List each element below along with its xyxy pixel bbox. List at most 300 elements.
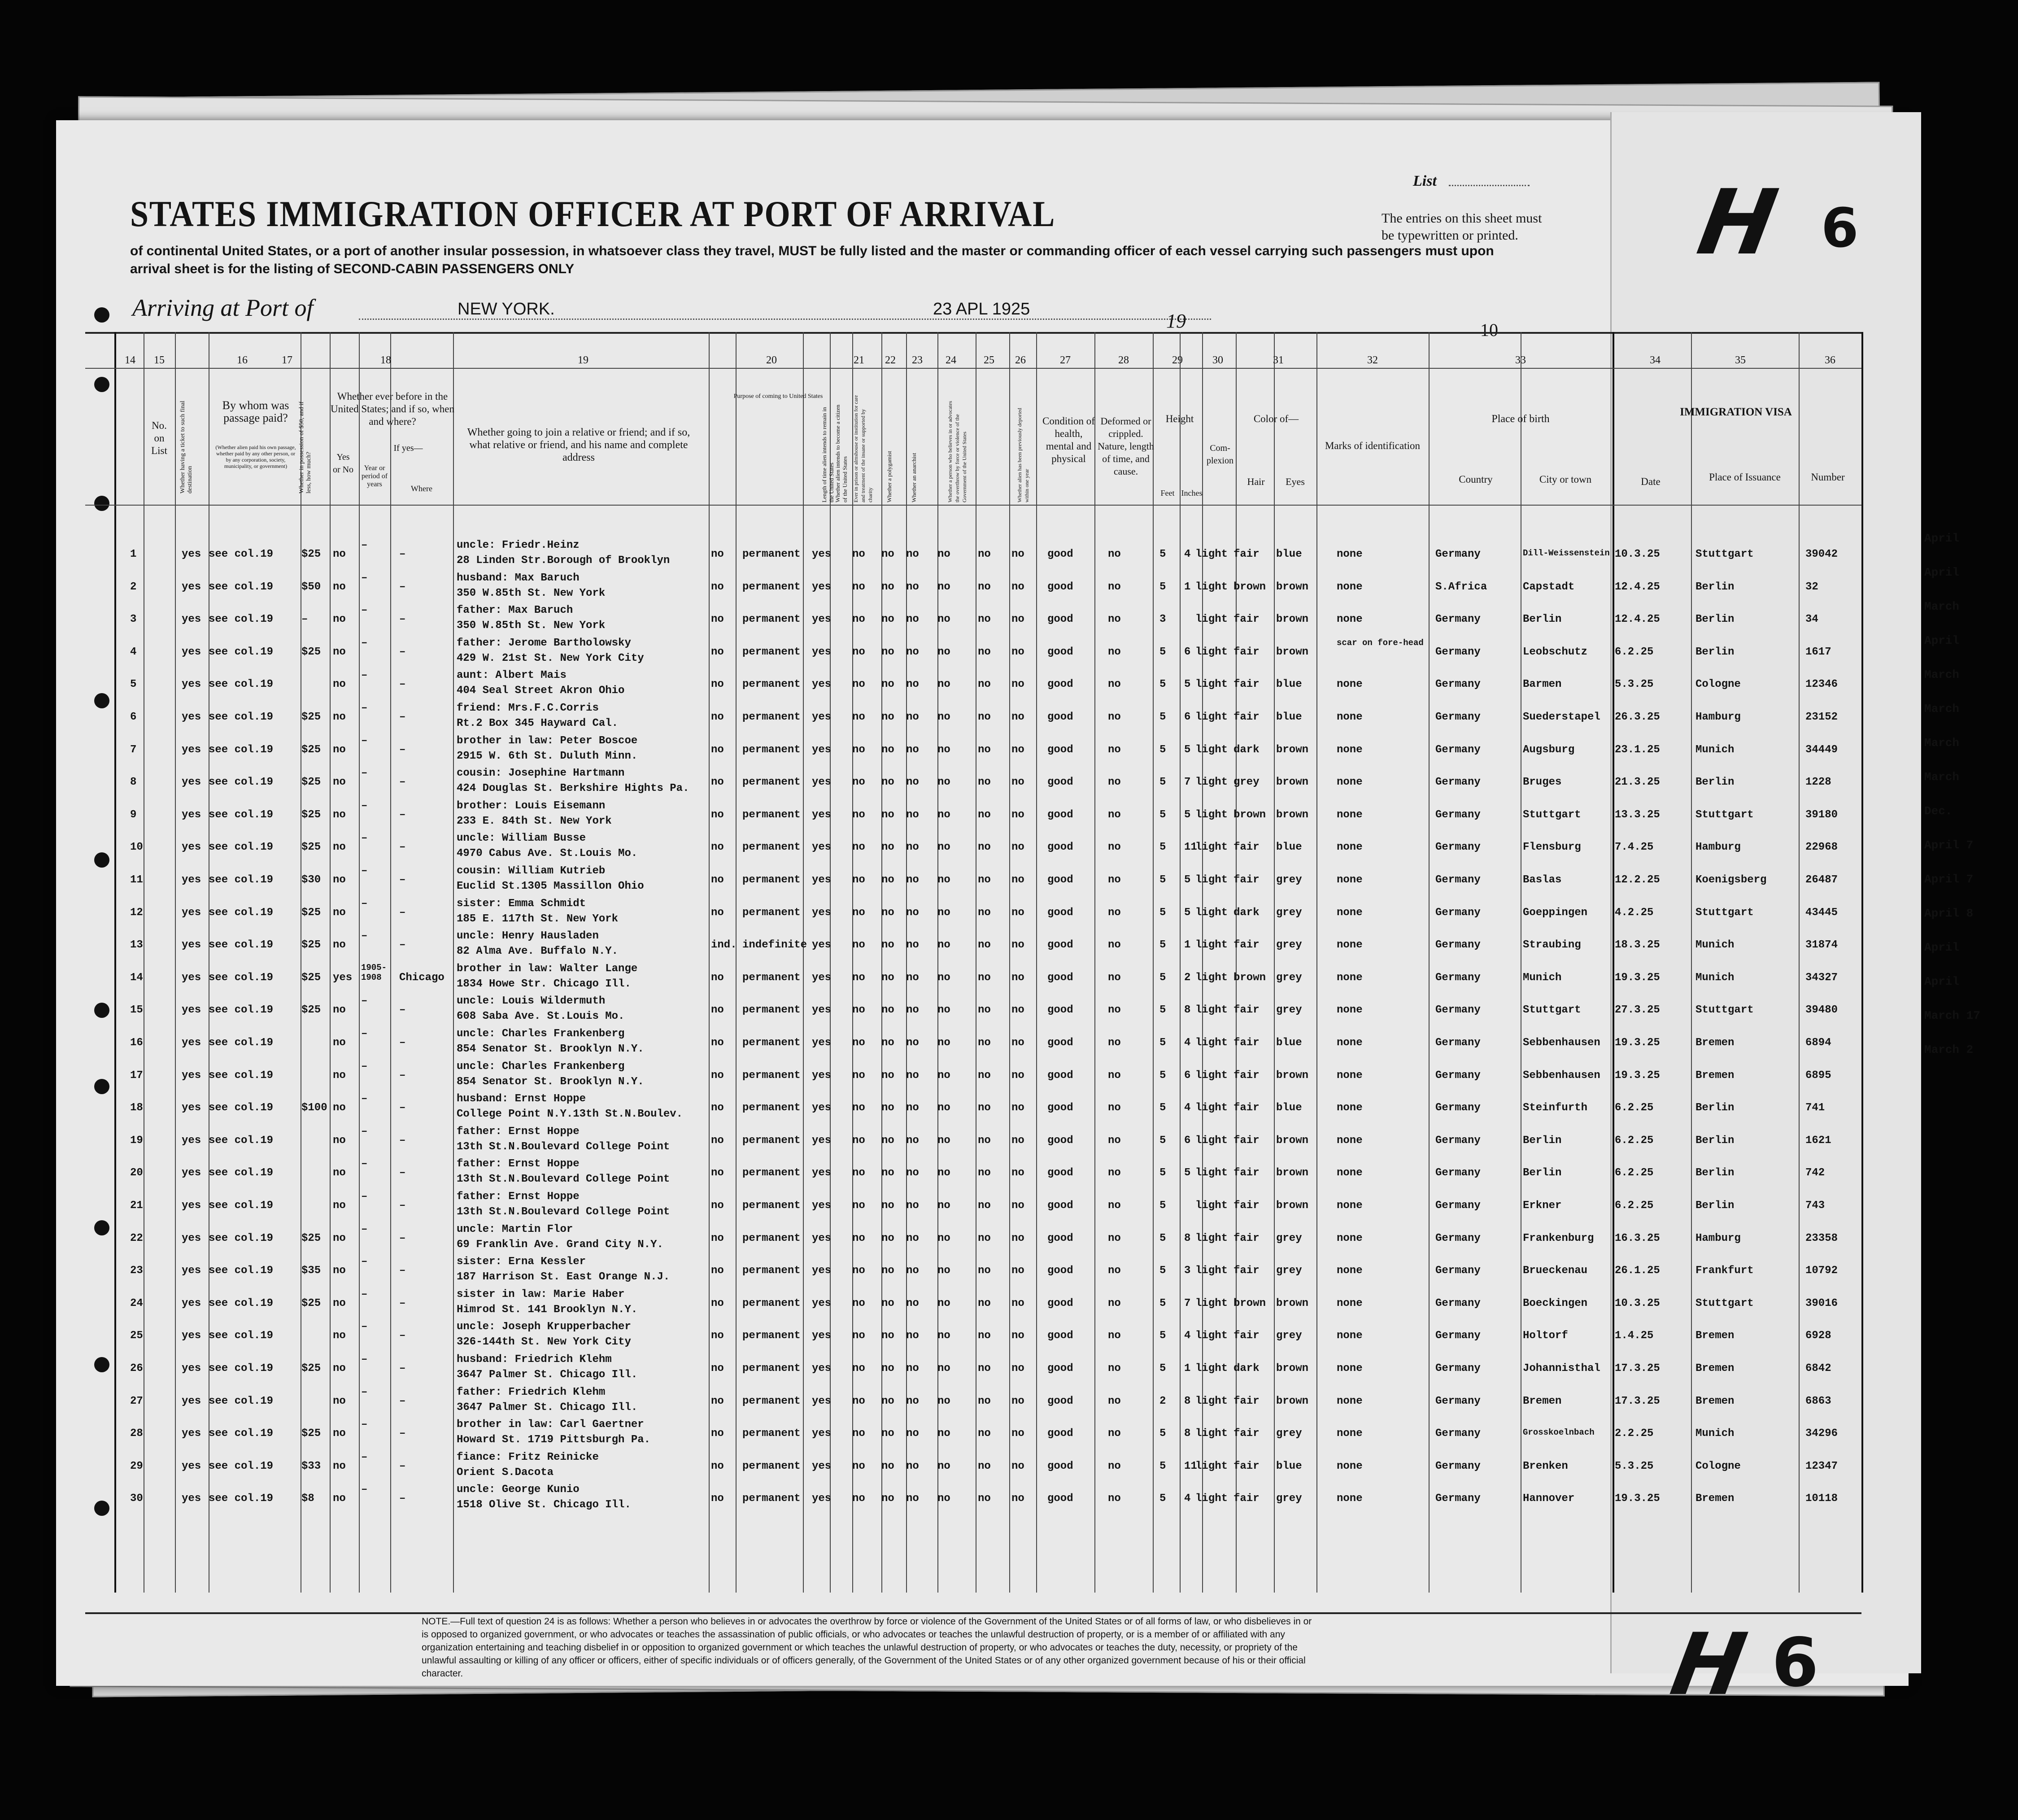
- visa-date-value: 6.2.25: [1615, 646, 1654, 658]
- relative-address: Howard St. 1719 Pittsburgh Pa.: [457, 1434, 651, 1446]
- visa-place-value: Berlin: [1695, 613, 1735, 626]
- paid-by-value: see col.19: [209, 906, 274, 919]
- citizen-value: yes: [812, 1004, 832, 1017]
- visa-date-value: 23.1.25: [1615, 743, 1660, 756]
- row-number: 17: [130, 1069, 143, 1082]
- paid-by-value: see col.19: [209, 1102, 274, 1114]
- q21-value: no: [852, 808, 865, 821]
- ticket-value: yes: [182, 1134, 201, 1147]
- q21-value: no: [852, 711, 865, 723]
- q24-value: no: [937, 776, 950, 789]
- q25-value: no: [978, 874, 991, 886]
- citizen-value: yes: [812, 906, 832, 919]
- visa-number-value: 34296: [1805, 1427, 1838, 1440]
- header-complexion: Com-plexion: [1207, 443, 1233, 466]
- marks-value: none: [1337, 1362, 1363, 1375]
- before-us-value: no: [333, 613, 346, 626]
- q22-value: no: [881, 939, 894, 951]
- inches-value: 1: [1184, 939, 1191, 951]
- length-value: permanent: [742, 711, 801, 723]
- marks-value: none: [1337, 1493, 1363, 1505]
- city-value: Berlin: [1523, 613, 1562, 626]
- purpose-value: no: [711, 776, 724, 789]
- visa-place-value: Stuttgart: [1695, 1004, 1754, 1017]
- where-value: –: [399, 1427, 406, 1440]
- deformed-value: no: [1108, 1102, 1121, 1114]
- feet-value: 5: [1159, 808, 1166, 821]
- q24-value: no: [937, 1004, 950, 1017]
- visa-number-value: 39180: [1805, 808, 1838, 821]
- header-feet: Feet: [1160, 489, 1175, 498]
- inches-value: 4: [1184, 548, 1191, 560]
- column-number: 28: [1118, 354, 1129, 366]
- q25-value: no: [978, 1102, 991, 1114]
- visa-number-value: 743: [1805, 1200, 1825, 1212]
- visa-date-value: 17.3.25: [1615, 1395, 1660, 1407]
- q25-value: no: [978, 906, 991, 919]
- q25-value: no: [978, 1069, 991, 1082]
- before-us-value: no: [333, 808, 346, 821]
- length-value: indefinite: [742, 939, 807, 951]
- visa-number-value: 742: [1805, 1167, 1825, 1179]
- visa-number-value: 34: [1805, 613, 1818, 626]
- q26-value: no: [1011, 1200, 1024, 1212]
- header-height: Height: [1165, 413, 1194, 424]
- where-value: –: [399, 678, 406, 691]
- health-value: good: [1047, 711, 1073, 723]
- purpose-value: no: [711, 1493, 724, 1505]
- relative-name: cousin: Josephine Hartmann: [457, 767, 625, 780]
- q25-value: no: [978, 841, 991, 854]
- citizen-value: yes: [812, 1493, 832, 1505]
- marks-value: none: [1337, 743, 1363, 756]
- deformed-value: no: [1108, 548, 1121, 560]
- hair-value: dark: [1233, 1362, 1260, 1375]
- table-row: [85, 897, 1861, 929]
- table-row: [85, 1092, 1861, 1124]
- margin-note: April: [1924, 532, 1960, 545]
- visa-place-value: Bremen: [1695, 1493, 1735, 1505]
- city-value: Straubing: [1523, 939, 1581, 951]
- q23-value: no: [906, 1330, 919, 1342]
- q26-value: no: [1011, 1232, 1024, 1244]
- q23-value: no: [906, 874, 919, 886]
- before-us-value: no: [333, 548, 346, 560]
- before-us-value: no: [333, 776, 346, 789]
- period-value: –: [361, 1093, 368, 1105]
- city-value: Goeppingen: [1523, 906, 1588, 919]
- q24-value: no: [937, 808, 950, 821]
- header-deported: Whether alien has been previously deported within one year: [1016, 408, 1030, 502]
- sheet-code: 6: [1772, 1624, 1819, 1702]
- before-us-value: no: [333, 1330, 346, 1342]
- page-title: STATES IMMIGRATION OFFICER AT PORT OF ARRIVAL: [130, 193, 1056, 234]
- row-number: 5: [130, 678, 137, 691]
- q23-value: no: [906, 580, 919, 593]
- visa-place-value: Berlin: [1695, 1134, 1735, 1147]
- money-value: $25: [301, 1232, 321, 1244]
- feet-value: 5: [1159, 1102, 1166, 1114]
- city-value: Berlin: [1523, 1167, 1562, 1179]
- citizen-value: yes: [812, 1460, 832, 1472]
- q25-value: no: [978, 743, 991, 756]
- money-value: $25: [301, 776, 321, 789]
- length-value: permanent: [742, 580, 801, 593]
- port-value: NEW YORK.: [458, 300, 555, 319]
- before-us-value: no: [333, 1037, 346, 1049]
- relative-address: 1834 Howe Str. Chicago Ill.: [457, 978, 631, 990]
- country-value: Germany: [1435, 548, 1481, 560]
- q26-value: no: [1011, 1460, 1024, 1472]
- marks-value: none: [1337, 580, 1363, 593]
- q25-value: no: [978, 776, 991, 789]
- period-value: –: [361, 1418, 368, 1431]
- q25-value: no: [978, 808, 991, 821]
- header-where: Where: [411, 484, 432, 493]
- money-value: $33: [301, 1460, 321, 1472]
- q23-value: no: [906, 1102, 919, 1114]
- purpose-value: no: [711, 548, 724, 560]
- city-value: Hannover: [1523, 1493, 1575, 1505]
- relative-address: 854 Senator St. Brooklyn N.Y.: [457, 1043, 644, 1055]
- relative-name: sister in law: Marie Haber: [457, 1288, 625, 1301]
- inches-value: 5: [1184, 1167, 1191, 1179]
- where-value: –: [399, 906, 406, 919]
- marks-value: none: [1337, 1102, 1363, 1114]
- q22-value: no: [881, 1362, 894, 1375]
- row-number: 9: [130, 808, 137, 821]
- length-value: permanent: [742, 1493, 801, 1505]
- period-value: –: [361, 1451, 368, 1463]
- q25-value: no: [978, 1167, 991, 1179]
- header-prison: Ever in prison or almshouse or institution for care and treatment of the insane or supported by charity: [853, 395, 873, 502]
- header-eyes: Eyes: [1286, 476, 1305, 487]
- deformed-value: no: [1108, 808, 1121, 821]
- ticket-value: yes: [182, 613, 201, 626]
- where-value: –: [399, 808, 406, 821]
- q23-value: no: [906, 841, 919, 854]
- eyes-value: blue: [1276, 841, 1302, 854]
- deformed-value: no: [1108, 1004, 1121, 1017]
- purpose-value: ind.: [711, 939, 737, 951]
- visa-place-value: Munich: [1695, 971, 1735, 984]
- marks-value: none: [1337, 1069, 1363, 1082]
- column-number: 26: [1015, 354, 1026, 366]
- hair-value: fair: [1233, 1069, 1260, 1082]
- column-number: 35: [1735, 354, 1746, 366]
- inches-value: 5: [1184, 743, 1191, 756]
- visa-place-value: Munich: [1695, 743, 1735, 756]
- inches-value: 8: [1184, 1232, 1191, 1244]
- q22-value: no: [881, 1102, 894, 1114]
- q21-value: no: [852, 1200, 865, 1212]
- header-ticket: Whether having a ticket to such final destination: [179, 401, 193, 493]
- money-value: $30: [301, 874, 321, 886]
- q22-value: no: [881, 678, 894, 691]
- period-value: –: [361, 865, 368, 877]
- citizen-value: yes: [812, 1427, 832, 1440]
- citizen-value: yes: [812, 1330, 832, 1342]
- q21-value: no: [852, 1395, 865, 1407]
- header-condition: Condition of health, mental and physical: [1042, 415, 1095, 464]
- money-value: $25: [301, 743, 321, 756]
- complexion-value: light: [1195, 1395, 1228, 1407]
- length-value: permanent: [742, 1069, 801, 1082]
- ticket-value: yes: [182, 646, 201, 658]
- q21-value: no: [852, 939, 865, 951]
- money-value: $50: [301, 580, 321, 593]
- period-value: –: [361, 1353, 368, 1366]
- paid-by-value: see col.19: [209, 1167, 274, 1179]
- before-us-value: no: [333, 646, 346, 658]
- complexion-value: light: [1195, 1134, 1228, 1147]
- period-value: –: [361, 897, 368, 910]
- column-number: 36: [1825, 354, 1835, 366]
- paid-by-value: see col.19: [209, 646, 274, 658]
- visa-number-value: 10118: [1805, 1493, 1838, 1505]
- length-value: permanent: [742, 906, 801, 919]
- country-value: Germany: [1435, 1004, 1481, 1017]
- margin-note: March: [1924, 600, 1960, 613]
- q22-value: no: [881, 1395, 894, 1407]
- where-value: –: [399, 1362, 406, 1375]
- inches-value: 8: [1184, 1427, 1191, 1440]
- relative-address: 854 Senator St. Brooklyn N.Y.: [457, 1075, 644, 1088]
- where-value: –: [399, 939, 406, 951]
- length-value: permanent: [742, 841, 801, 854]
- citizen-value: yes: [812, 1102, 832, 1114]
- eyes-value: grey: [1276, 906, 1302, 919]
- city-value: Erkner: [1523, 1200, 1562, 1212]
- row-number: 22: [130, 1232, 143, 1244]
- q23-value: no: [906, 1232, 919, 1244]
- table-row: [85, 1320, 1861, 1352]
- deformed-value: no: [1108, 678, 1121, 691]
- q24-value: no: [937, 1362, 950, 1375]
- visa-number-value: 1621: [1805, 1134, 1831, 1147]
- margin-note: March: [1924, 770, 1960, 784]
- header-hair: Hair: [1247, 476, 1265, 487]
- relative-name: uncle: Joseph Krupperbacher: [457, 1321, 631, 1333]
- deformed-value: no: [1108, 1134, 1121, 1147]
- relative-name: aunt: Albert Mais: [457, 669, 567, 682]
- ticket-value: yes: [182, 711, 201, 723]
- citizen-value: yes: [812, 548, 832, 560]
- health-value: good: [1047, 1037, 1073, 1049]
- q21-value: no: [852, 1330, 865, 1342]
- q24-value: no: [937, 646, 950, 658]
- hair-value: fair: [1233, 939, 1260, 951]
- health-value: good: [1047, 1069, 1073, 1082]
- citizen-value: yes: [812, 1167, 832, 1179]
- visa-place-value: Munich: [1695, 1427, 1735, 1440]
- hair-value: brown: [1233, 971, 1266, 984]
- list-label: List: [1413, 173, 1437, 189]
- feet-value: 5: [1159, 776, 1166, 789]
- feet-value: 5: [1159, 548, 1166, 560]
- column-number: 30: [1212, 354, 1223, 366]
- visa-date-value: 4.2.25: [1615, 906, 1654, 919]
- column-number: 16: [237, 354, 248, 366]
- money-value: $25: [301, 646, 321, 658]
- country-value: Germany: [1435, 1232, 1481, 1244]
- inches-value: 7: [1184, 776, 1191, 789]
- deformed-value: no: [1108, 1265, 1121, 1277]
- table-row: [85, 538, 1861, 571]
- purpose-value: no: [711, 1427, 724, 1440]
- length-value: permanent: [742, 1330, 801, 1342]
- hair-value: fair: [1233, 1460, 1260, 1472]
- visa-number-value: 34449: [1805, 743, 1838, 756]
- q26-value: no: [1011, 646, 1024, 658]
- complexion-value: light: [1195, 1200, 1228, 1212]
- money-value: $25: [301, 906, 321, 919]
- header-visa-number: Number: [1811, 471, 1845, 483]
- q24-value: no: [937, 1297, 950, 1309]
- before-us-value: no: [333, 743, 346, 756]
- table-row: [85, 636, 1861, 668]
- q22-value: no: [881, 743, 894, 756]
- city-value: Frankenburg: [1523, 1232, 1594, 1244]
- visa-date-value: 12.4.25: [1615, 613, 1660, 626]
- inches-value: 6: [1184, 1134, 1191, 1147]
- visa-date-value: 19.3.25: [1615, 1493, 1660, 1505]
- citizen-value: yes: [812, 580, 832, 593]
- eyes-value: brown: [1276, 613, 1309, 626]
- purpose-value: no: [711, 1069, 724, 1082]
- margin-note: March: [1924, 702, 1960, 716]
- inches-value: 4: [1184, 1102, 1191, 1114]
- margin-note: March 2: [1924, 1043, 1974, 1056]
- marks-value: none: [1337, 874, 1363, 886]
- feet-value: 5: [1159, 1427, 1166, 1440]
- eyes-value: brown: [1276, 1134, 1309, 1147]
- table-row: [85, 1027, 1861, 1059]
- visa-number-value: 12346: [1805, 678, 1838, 691]
- ticket-value: yes: [182, 1037, 201, 1049]
- q24-value: no: [937, 874, 950, 886]
- q22-value: no: [881, 1460, 894, 1472]
- complexion-value: light: [1195, 939, 1228, 951]
- visa-place-value: Bremen: [1695, 1037, 1735, 1049]
- visa-place-value: Stuttgart: [1695, 808, 1754, 821]
- q25-value: no: [978, 1395, 991, 1407]
- header-rule: [85, 505, 1861, 506]
- q23-value: no: [906, 646, 919, 658]
- q23-value: no: [906, 743, 919, 756]
- before-us-value: no: [333, 678, 346, 691]
- q26-value: no: [1011, 1037, 1024, 1049]
- eyes-value: grey: [1276, 939, 1302, 951]
- country-value: Germany: [1435, 711, 1481, 723]
- city-value: Bremen: [1523, 1395, 1562, 1407]
- country-value: Germany: [1435, 874, 1481, 886]
- visa-date-value: 2.2.25: [1615, 1427, 1654, 1440]
- country-value: Germany: [1435, 906, 1481, 919]
- ticket-value: yes: [182, 1232, 201, 1244]
- feet-value: 5: [1159, 874, 1166, 886]
- purpose-value: no: [711, 1200, 724, 1212]
- q25-value: no: [978, 1004, 991, 1017]
- q21-value: no: [852, 874, 865, 886]
- relative-address: 608 Saba Ave. St.Louis Mo.: [457, 1010, 625, 1023]
- punch-hole: [94, 307, 109, 323]
- deformed-value: no: [1108, 1493, 1121, 1505]
- q23-value: no: [906, 1200, 919, 1212]
- citizen-value: yes: [812, 939, 832, 951]
- visa-date-value: 27.3.25: [1615, 1004, 1660, 1017]
- row-number: 30: [130, 1493, 143, 1505]
- visa-date-value: 5.3.25: [1615, 678, 1654, 691]
- column-number: 22: [885, 354, 896, 366]
- length-value: permanent: [742, 1265, 801, 1277]
- complexion-value: light: [1195, 1493, 1228, 1505]
- citizen-value: yes: [812, 1265, 832, 1277]
- complexion-value: light: [1195, 1330, 1228, 1342]
- health-value: good: [1047, 1460, 1073, 1472]
- before-us-value: no: [333, 1232, 346, 1244]
- row-number: 18: [130, 1102, 143, 1114]
- visa-place-value: Koenigsberg: [1695, 874, 1767, 886]
- marks-value: scar on fore-head: [1337, 637, 1424, 648]
- eyes-value: brown: [1276, 1069, 1309, 1082]
- money-value: –: [301, 613, 308, 626]
- q21-value: no: [852, 1265, 865, 1277]
- relative-name: brother in law: Peter Boscoe: [457, 734, 638, 747]
- country-value: Germany: [1435, 646, 1481, 658]
- row-number: 6: [130, 711, 137, 723]
- q22-value: no: [881, 646, 894, 658]
- visa-date-value: 21.3.25: [1615, 776, 1660, 789]
- period-value: –: [361, 995, 368, 1008]
- country-value: Germany: [1435, 1102, 1481, 1114]
- q21-value: no: [852, 613, 865, 626]
- ticket-value: yes: [182, 1460, 201, 1472]
- q26-value: no: [1011, 678, 1024, 691]
- q24-value: no: [937, 1330, 950, 1342]
- row-number: 20: [130, 1167, 143, 1179]
- city-value: Augsburg: [1523, 743, 1575, 756]
- health-value: good: [1047, 1102, 1073, 1114]
- purpose-value: no: [711, 1460, 724, 1472]
- purpose-value: no: [711, 1362, 724, 1375]
- before-us-value: no: [333, 1493, 346, 1505]
- q21-value: no: [852, 580, 865, 593]
- country-value: Germany: [1435, 1460, 1481, 1472]
- q25-value: no: [978, 939, 991, 951]
- relative-address: 350 W.85th St. New York: [457, 620, 606, 632]
- relative-address: 82 Alma Ave. Buffalo N.Y.: [457, 945, 619, 958]
- ticket-value: yes: [182, 678, 201, 691]
- row-number: 11: [130, 874, 143, 886]
- visa-number-value: 43445: [1805, 906, 1838, 919]
- q22-value: no: [881, 1200, 894, 1212]
- hair-value: fair: [1233, 548, 1260, 560]
- citizen-value: yes: [812, 743, 832, 756]
- visa-date-value: 10.3.25: [1615, 1297, 1660, 1309]
- inches-value: 1: [1184, 580, 1191, 593]
- before-us-value: no: [333, 906, 346, 919]
- ticket-value: yes: [182, 548, 201, 560]
- q26-value: no: [1011, 1102, 1024, 1114]
- q24-value: no: [937, 1037, 950, 1049]
- visa-place-value: Cologne: [1695, 678, 1741, 691]
- city-value: Stuttgart: [1523, 808, 1581, 821]
- q21-value: no: [852, 1460, 865, 1472]
- header-city: City or town: [1539, 474, 1592, 485]
- relative-name: fiance: Fritz Reinicke: [457, 1451, 599, 1463]
- q26-value: no: [1011, 971, 1024, 984]
